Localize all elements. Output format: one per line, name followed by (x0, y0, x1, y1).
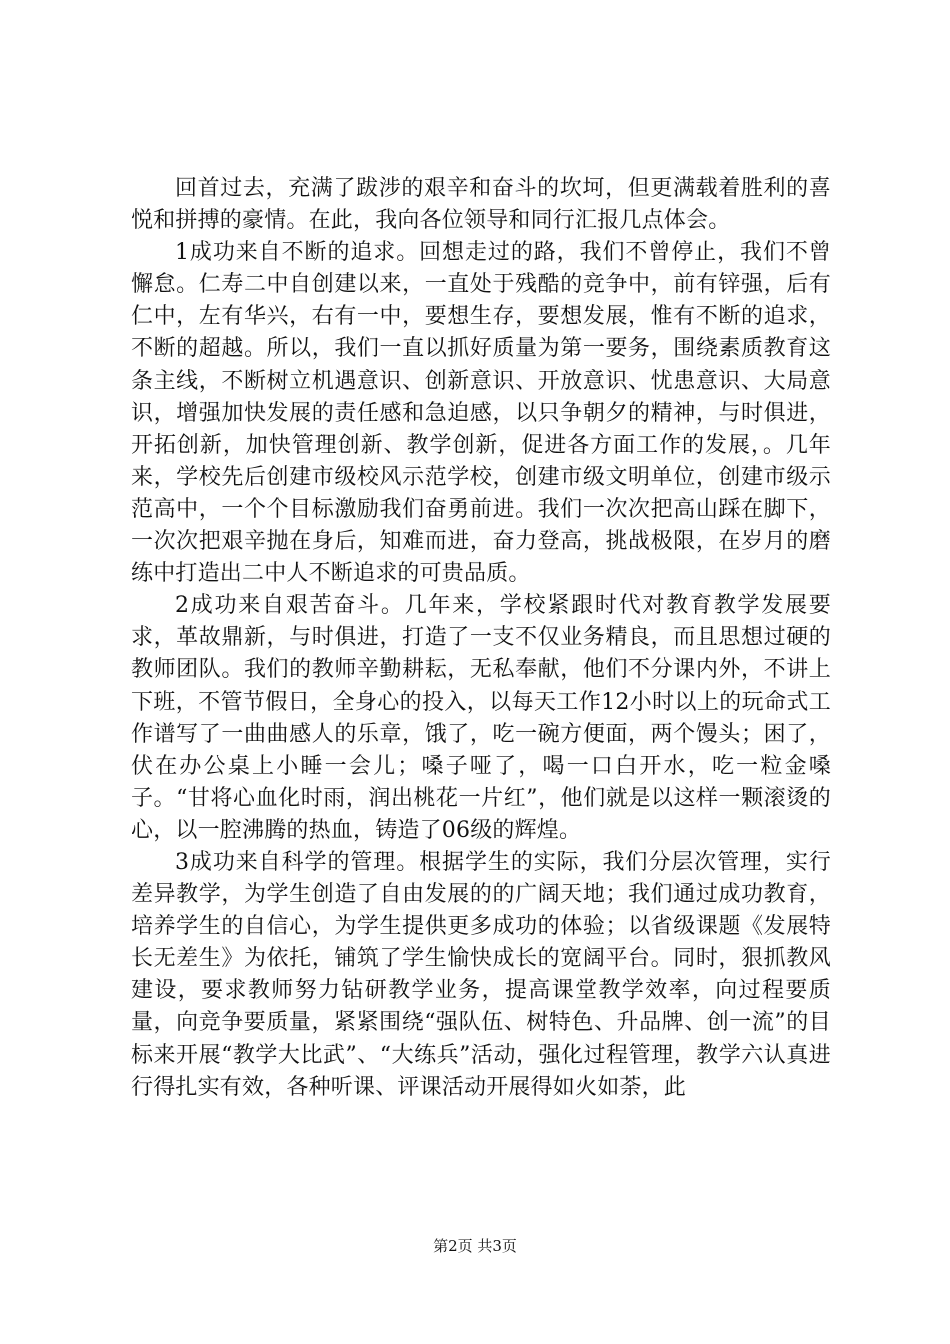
paragraph-hard-work: 2成功来自艰苦奋斗。几年来，学校紧跟时代对教育教学发展要求，革故鼎新，与时俱进，打造了一支不仅业务精良，而且思想过硬的教师团队。我们的教师辛勤耕耘，无私奉献，他们不分课内外，不讲上下班，不管节假日，全身心的投入，以每天工作12小时以上的玩命式工作谱写了一曲曲感人的乐章，饿了，吃一碗方便面，两个馒头；困了，伏在办公桌上小睡一会儿；嗓子哑了，喝一口白开水，吃一粒金嗓子。“甘将心血化时雨，润出桃花一片红”，他们就是以这样一颗滚烫的心，以一腔沸腾的热血，铸造了06级的辉煌。 (131, 593, 831, 843)
page-footer: 第2页 共3页 (433, 1237, 517, 1255)
document-body (131, 173, 831, 1104)
paragraph-intro: 回首过去，充满了跋涉的艰辛和奋斗的坎坷，但更满载着胜利的喜悦和拼搏的豪情。在此，我向各位领导和同行汇报几点体会。 (131, 176, 831, 234)
paragraph-management: 3成功来自科学的管理。根据学生的实际，我们分层次管理，实行差异教学，为学生创造了自由发展的的广阔天地；我们通过成功教育，培养学生的自信心，为学生提供更多成功的体验；以省级课题《发展特长无差生》为依托，铺筑了学生愉快成长的宽阔平台。同时，狠抓教风建设，要求教师努力钻研教学业务，提高课堂教学效率，向过程要质量，向竞争要质量，紧紧围绕“强队伍、树特色、升品牌、创一流”的目标来开展“教学大比武”、“大练兵”活动，强化过程管理，教学六认真进行得扎实有效，各种听课、评课活动开展得如火如荼，此 (131, 849, 831, 1100)
paragraph-pursuit: 1成功来自不断的追求。回想走过的路，我们不曾停止，我们不曾懈怠。仁寿二中自创建以来，一直处于残酷的竞争中，前有锌强，后有仁中，左有华兴，右有一中，要想生存，要想发展，惟有不断的追求，不断的超越。所以，我们一直以抓好质量为第一要务，围绕素质教育这条主线，不断树立机遇意识、创新意识、开放意识、忧患意识、大局意识，增强加快发展的责任感和急迫感，以只争朝夕的精神，与时俱进，开拓创新，加快管理创新、教学创新，促进各方面工作的发展，。几年来，学校先后创建市级校风示范学校，创建市级文明单位，创建市级示范高中，一个个目标激励我们奋勇前进。我们一次次把高山踩在脚下，一次次把艰辛抛在身后，知难而进，奋力登高，挑战极限，在岁月的磨练中打造出二中人不断追求的可贵品质。 (131, 240, 831, 587)
